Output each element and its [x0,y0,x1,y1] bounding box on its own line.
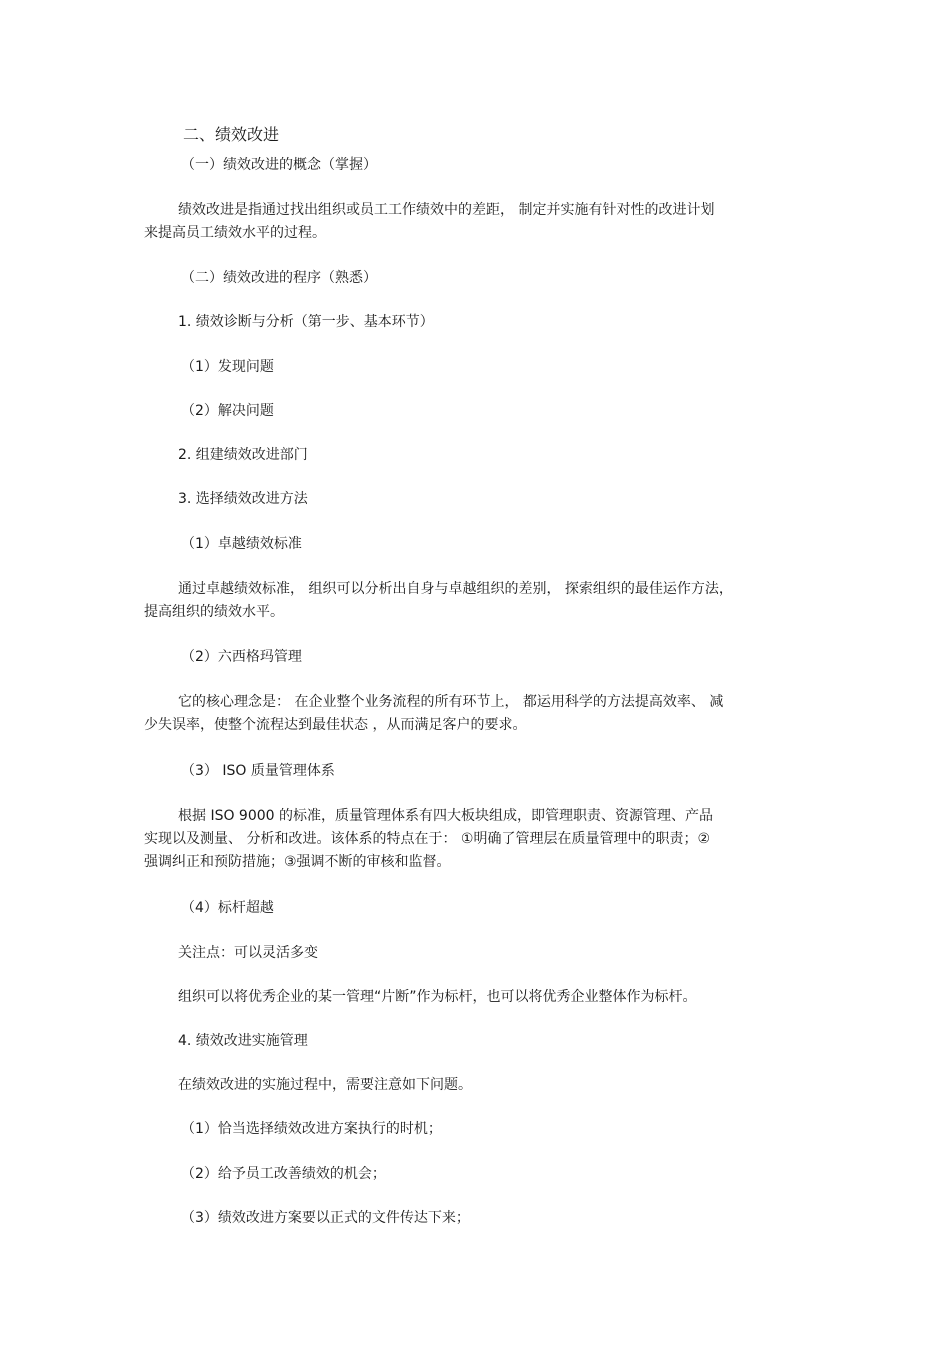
method-2-line-2: 少失误率，使整个流程达到最佳状态 ，从而满足客户的要求。 [144,717,527,733]
step-1-item-2: （2）解决问题 [181,403,274,419]
step-4-item-2: （2）给予员工改善绩效的机会； [181,1166,386,1182]
section-title: 二、绩效改进 [183,125,280,144]
concept-line-1: 绩效改进是指通过找出组织或员工工作绩效中的差距， 制定并实施有针对性的改进计划 [178,202,715,218]
step-2-heading: 2. 组建绩效改进部门 [178,447,308,463]
step-1-item-1: （1）发现问题 [181,359,274,375]
method-3-heading: （3） ISO 质量管理体系 [181,763,335,779]
step-4-heading: 4. 绩效改进实施管理 [178,1033,308,1049]
step-4-item-1: （1）恰当选择绩效改进方案执行的时机； [181,1121,442,1137]
method-1-line-1: 通过卓越绩效标准， 组织可以分析出自身与卓越组织的差别， 探索组织的最佳运作方法， [178,581,733,597]
concept-heading: （一）绩效改进的概念（掌握） [181,157,377,173]
method-2-paragraph [144,691,723,737]
method-1-paragraph [144,578,733,624]
method-4-focus: 关注点：可以灵活多变 [178,945,318,961]
step-4-intro: 在绩效改进的实施过程中，需要注意如下问题。 [178,1077,472,1093]
method-3-line-2: 实现以及测量、 分析和改进。该体系的特点在于： ①明确了管理层在质量管理中的职责；② [144,831,710,847]
method-3-line-1: 根据 ISO 9000 的标准，质量管理体系有四大板块组成，即管理职责、资源管理、产品 [178,808,714,824]
method-4-paragraph: 组织可以将优秀企业的某一管理“片断”作为标杆，也可以将优秀企业整体作为标杆。 [178,989,697,1005]
method-1-heading: （1）卓越绩效标准 [181,536,302,552]
concept-line-2: 来提高员工绩效水平的过程。 [144,225,326,241]
concept-paragraph [144,199,714,245]
step-1-heading: 1. 绩效诊断与分析（第一步、基本环节） [178,314,434,330]
method-4-heading: （4）标杆超越 [181,900,274,916]
step-4-item-3: （3）绩效改进方案要以正式的文件传达下来； [181,1210,470,1226]
method-1-line-2: 提高组织的绩效水平。 [144,604,284,620]
step-3-heading: 3. 选择绩效改进方法 [178,491,308,507]
method-3-paragraph [144,805,713,874]
method-3-line-3: 强调纠正和预防措施；③强调不断的审核和监督。 [144,854,451,870]
procedure-heading: （二）绩效改进的程序（熟悉） [181,270,377,286]
method-2-line-1: 它的核心理念是： 在企业整个业务流程的所有环节上， 都运用科学的方法提高效率、 减 [178,694,724,710]
method-2-heading: （2）六西格玛管理 [181,649,302,665]
